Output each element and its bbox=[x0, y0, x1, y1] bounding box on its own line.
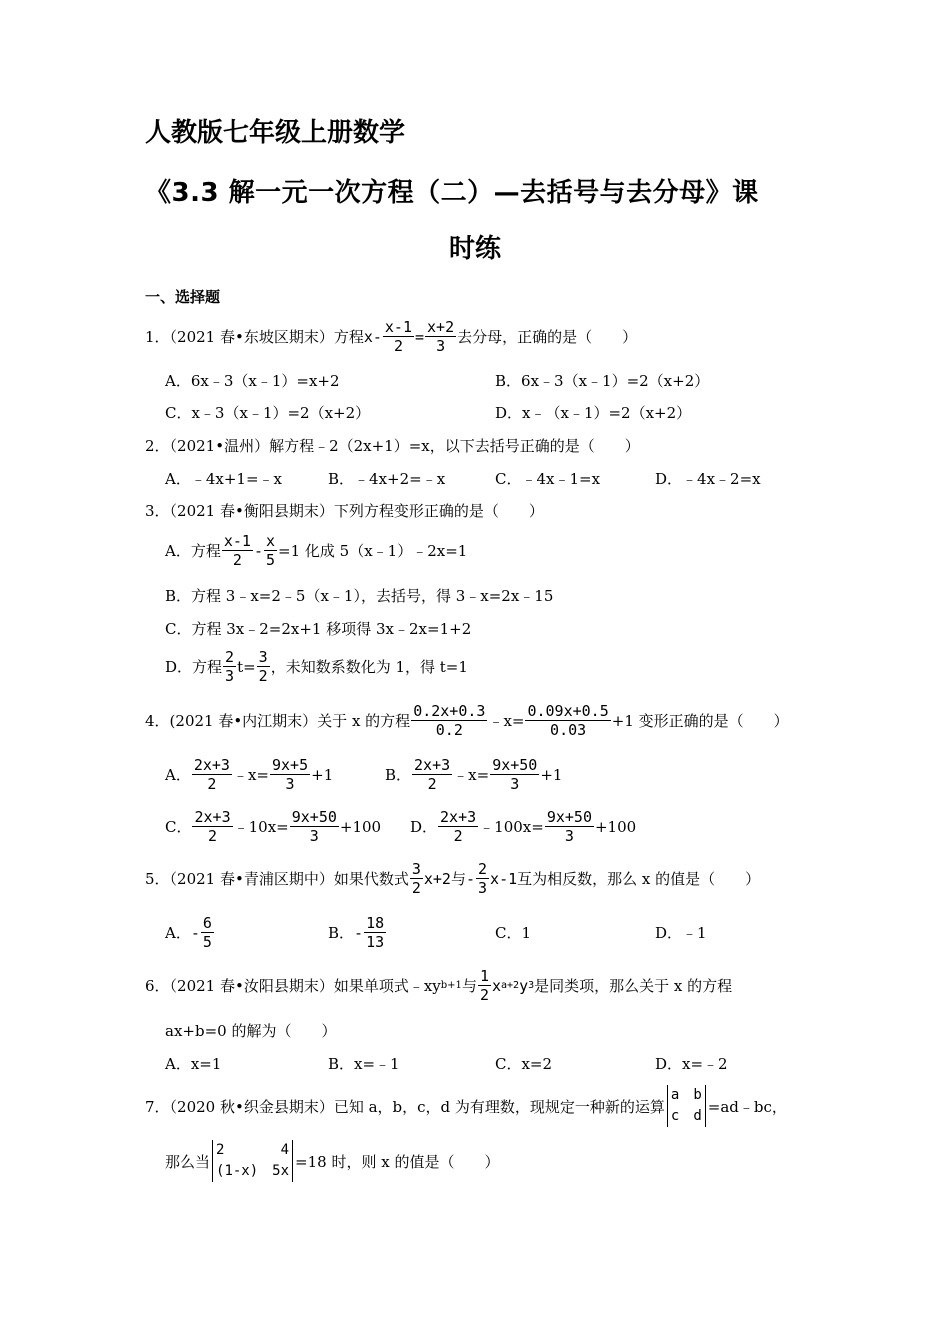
question-6-stem: 6．（2021 春•汝阳县期末）如果单项式﹣xy b+1 与 $\frac{1}{2}$ x a+2 y 3 是同类项，那么关于 x 的方程 bbox=[145, 967, 733, 1004]
fraction: $\frac{x-1}{2}$ bbox=[223, 532, 251, 569]
title-line-3: 时练 bbox=[448, 234, 501, 264]
question-2-stem: 2．（2021•温州）解方程﹣2（2x+1）=x，以下去括号正确的是（ ） bbox=[145, 437, 640, 455]
question-6-option-c: C．x=2 bbox=[495, 1055, 553, 1073]
question-5-stem: 5．（2021 春•青浦区期中）如果代数式 $\frac{3}{2}$ x+2 与 - $\frac{2}{3}$ x-1 互为相反数，那么 x 的值是（ ） bbox=[145, 860, 761, 897]
determinant: a b c d bbox=[667, 1085, 706, 1127]
fraction: $\frac{18}{13}$ bbox=[366, 914, 385, 951]
fraction: $\frac{x+2}{3}$ bbox=[427, 318, 455, 355]
determinant: 2 4 (1-x) 5x bbox=[212, 1140, 293, 1182]
question-7-stem: 7．（2020 秋•织金县期末）已知 a，b，c，d 为有理数，现规定一种新的运算 a b c d =ad﹣bc， bbox=[145, 1085, 787, 1127]
fraction: $\frac{3}{2}$ bbox=[411, 860, 421, 897]
fraction: $\frac{2x+3}{2}$ bbox=[414, 756, 451, 793]
fraction: $\frac{9x+5}{3}$ bbox=[272, 756, 309, 793]
fraction: $\frac{x}{5}$ bbox=[265, 532, 275, 569]
section-heading: 一、选择题 bbox=[145, 288, 221, 306]
title-line-1: 人教版七年级上册数学 bbox=[145, 118, 406, 148]
question-4-option-d: D． $\frac{2x+3}{2}$ ﹣100x= $\frac{9x+50}{3}$ +100 bbox=[410, 808, 637, 845]
question-1-option-c: C．x﹣3（x﹣1）=2（x+2） bbox=[165, 404, 371, 422]
question-1-option-d: D．x﹣（x﹣1）=2（x+2） bbox=[495, 404, 692, 422]
question-5-option-c: C．1 bbox=[495, 924, 532, 942]
question-2-option-c: C．﹣4x﹣1=x bbox=[495, 470, 601, 488]
question-3-option-b: B．方程 3﹣x=2﹣5（x﹣1），去括号，得 3﹣x=2x﹣15 bbox=[165, 587, 554, 605]
fraction: $\frac{2x+3}{2}$ bbox=[194, 808, 231, 845]
question-3-option-a: A．方程 $\frac{x-1}{2}$ - $\frac{x}{5}$ =1 化成 5（x﹣1）﹣2x=1 bbox=[165, 532, 468, 569]
question-6-option-b: B．x=﹣1 bbox=[328, 1055, 400, 1073]
question-7-stem-line-2: 那么当 2 4 (1-x) 5x =18 时，则 x 的值是（ ） bbox=[165, 1140, 499, 1182]
question-2-option-a: A．﹣4x+1=﹣x bbox=[165, 470, 282, 488]
fraction: $\frac{9x+50}{3}$ bbox=[546, 808, 592, 845]
question-2-option-b: B．﹣4x+2=﹣x bbox=[328, 470, 446, 488]
title-line-2: 《3.3 解一元一次方程（二）—去括号与去分母》课 bbox=[145, 178, 759, 208]
question-1-stem: 1．（2021 春•东坡区期末）方程 x - $\frac{x-1}{2}$ = $\frac{x+2}{3}$ 去分母，正确的是（ ） bbox=[145, 318, 638, 355]
fraction: $\frac{x-1}{2}$ bbox=[384, 318, 412, 355]
fraction: $\frac{6}{5}$ bbox=[202, 914, 212, 951]
question-6-option-d: D．x=﹣2 bbox=[655, 1055, 728, 1073]
question-3-option-d: D．方程 $\frac{2}{3}$ t= $\frac{3}{2}$ ，未知数系数化为 1，得 t=1 bbox=[165, 648, 468, 685]
fraction: $\frac{2}{3}$ bbox=[225, 648, 235, 685]
question-3-option-c: C．方程 3x﹣2=2x+1 移项得 3x﹣2x=1+2 bbox=[165, 620, 472, 638]
question-3-stem: 3．（2021 春•衡阳县期末）下列方程变形正确的是（ ） bbox=[145, 502, 544, 520]
question-5-option-a: A． - $\frac{6}{5}$ bbox=[165, 914, 212, 951]
fraction: $\frac{2x+3}{2}$ bbox=[440, 808, 477, 845]
fraction: $\frac{9x+50}{3}$ bbox=[492, 756, 538, 793]
fraction: $\frac{2}{3}$ bbox=[478, 860, 488, 897]
fraction: $\frac{1}{2}$ bbox=[479, 967, 489, 1004]
question-6-option-a: A．x=1 bbox=[165, 1055, 222, 1073]
question-5-option-d: D．﹣1 bbox=[655, 924, 707, 942]
fraction: $\frac{0.09x+0.5}{0.03}$ bbox=[527, 702, 609, 739]
question-4-option-b: B． $\frac{2x+3}{2}$ ﹣x= $\frac{9x+50}{3}$ +1 bbox=[385, 756, 563, 793]
question-1-option-a: A．6x﹣3（x﹣1）=x+2 bbox=[165, 372, 340, 390]
fraction: $\frac{2x+3}{2}$ bbox=[193, 756, 230, 793]
question-4-option-a: A． $\frac{2x+3}{2}$ ﹣x= $\frac{9x+5}{3}$ +1 bbox=[165, 756, 334, 793]
fraction: $\frac{3}{2}$ bbox=[258, 648, 268, 685]
question-4-stem: 4．(2021 春•内江期末）关于 x 的方程 $\frac{0.2x+0.3}{0.2}$ ﹣x= $\frac{0.09x+0.5}{0.03}$ +1 变形正确的是（ ） bbox=[145, 702, 789, 739]
question-1-option-b: B．6x﹣3（x﹣1）=2（x+2） bbox=[495, 372, 710, 390]
fraction: $\frac{0.2x+0.3}{0.2}$ bbox=[413, 702, 486, 739]
question-4-option-c: C． $\frac{2x+3}{2}$ ﹣10x= $\frac{9x+50}{3}$ +100 bbox=[165, 808, 382, 845]
question-6-stem-line-2: ax+b=0 的解为（ ） bbox=[165, 1022, 337, 1040]
question-2-option-d: D．﹣4x﹣2=x bbox=[655, 470, 761, 488]
question-5-option-b: B． - $\frac{18}{13}$ bbox=[328, 914, 385, 951]
fraction: $\frac{9x+50}{3}$ bbox=[291, 808, 337, 845]
